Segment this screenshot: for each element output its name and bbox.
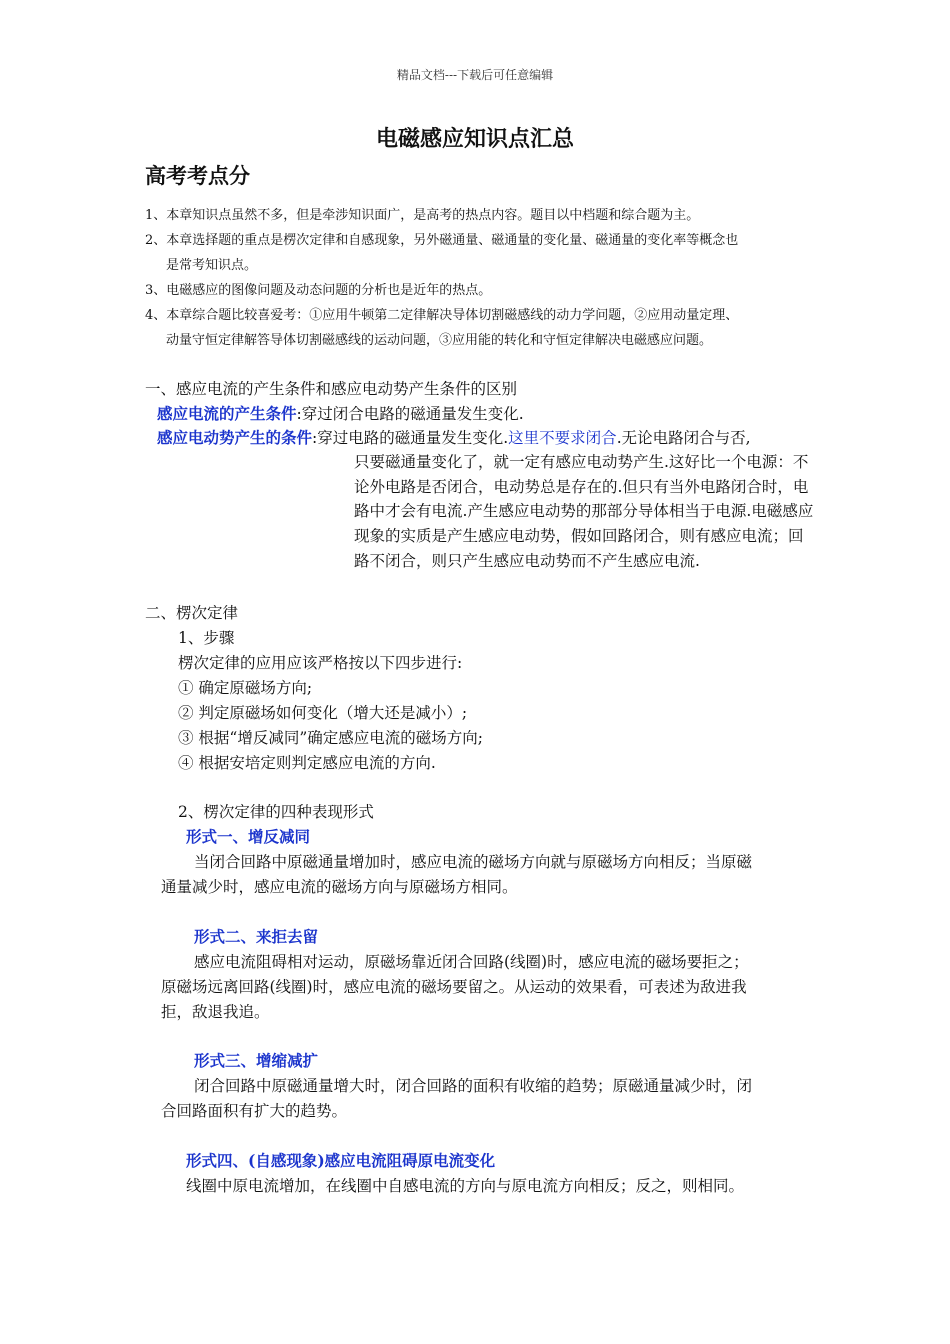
steps-title: 1、步骤 bbox=[178, 629, 235, 647]
part1-heading: 一、感应电流的产生条件和感应电动势产生条件的区别 bbox=[145, 380, 518, 398]
kaodian-item: 4、本章综合题比较喜爱考：①应用牛顿第二定律解决导体切割磁感线的动力学问题，②应用动量定理、 bbox=[145, 308, 739, 323]
form-label: 形式三、增缩减扩 bbox=[194, 1051, 319, 1070]
form-label: 形式二、来拒去留 bbox=[194, 927, 319, 946]
form-text: 感应电流阻碍相对运动，原磁场靠近闭合回路(线圈)时，感应电流的磁场要拒之； bbox=[194, 953, 749, 971]
form-text: 合回路面积有扩大的趋势。 bbox=[161, 1102, 348, 1120]
kaodian-item: 2、本章选择题的重点是楞次定律和自感现象，另外磁通量、磁通量的变化量、磁通量的变化率等概念也 bbox=[145, 233, 739, 248]
kaodian-item: 动量守恒定律解答导体切割磁感线的运动问题，③应用能的转化和守恒定律解决电磁感应问题。 bbox=[166, 333, 713, 348]
kaodian-item: 1、本章知识点虽然不多，但是牵涉知识面广，是高考的热点内容。题目以中档题和综合题为主。 bbox=[145, 208, 700, 223]
emf-explanation: 只要磁通量变化了，就一定有感应电动势产生.这好比一个电源：不论外电路是否闭合，电动势总是存在的.但只有当外电路闭合时，电路中才会有电流.产生感应电动势的那部分导体相当于电源.电磁感应现象的实质是产生感应电动势，假如回路闭合，则有感应电流；回路不闭合，则只产生感应电动势而不产生感应电流. bbox=[354, 453, 814, 570]
form-text: 闭合回路中原磁通量增大时，闭合回路的面积有收缩的趋势；原磁通量减少时，闭 bbox=[194, 1077, 753, 1095]
forms-title: 2、楞次定律的四种表现形式 bbox=[178, 803, 374, 821]
current-condition-label: 感应电流的产生条件 bbox=[157, 404, 297, 423]
kaodian-item: 3、电磁感应的图像问题及动态问题的分析也是近年的热点。 bbox=[145, 283, 492, 298]
form-label: 形式一、增反减同 bbox=[186, 827, 311, 846]
steps-intro: 楞次定律的应用应该严格按以下四步进行: bbox=[178, 654, 463, 672]
part2-heading: 二、楞次定律 bbox=[145, 604, 239, 622]
emf-condition-label: 感应电动势产生的条件 bbox=[157, 428, 313, 447]
page-header: 精品文档---下载后可任意编辑 bbox=[396, 68, 554, 82]
current-condition-text: :穿过闭合电路的磁通量发生变化. bbox=[296, 405, 524, 423]
form-label: 形式四、(自感现象)感应电流阻碍原电流变化 bbox=[186, 1151, 496, 1170]
form-text: 通量减少时，感应电流的磁场方向与原磁场方相同。 bbox=[161, 878, 518, 896]
emf-condition-text: :穿过电路的磁通量发生变化. bbox=[312, 429, 509, 447]
form-text: 线圈中原电流增加，在线圈中自感电流的方向与原电流方向相反；反之，则相同。 bbox=[186, 1177, 745, 1195]
section-heading: 高考考点分 bbox=[145, 163, 250, 188]
kaodian-item: 是常考知识点。 bbox=[166, 258, 258, 273]
form-text: 拒，敌退我追。 bbox=[161, 1003, 270, 1021]
emf-condition-text-2: .无论电路闭合与否, bbox=[616, 429, 751, 447]
form-text: 当闭合回路中原磁通量增加时，感应电流的磁场方向就与原磁场方向相反；当原磁 bbox=[194, 853, 753, 871]
step-item: ① 确定原磁场方向; bbox=[178, 679, 313, 697]
current-condition bbox=[157, 402, 524, 424]
emf-highlight: 这里不要求闭合 bbox=[508, 429, 617, 447]
step-item: ② 判定原磁场如何变化（增大还是减小）; bbox=[178, 704, 468, 722]
step-item: ④ 根据安培定则判定感应电流的方向. bbox=[178, 754, 436, 772]
emf-condition bbox=[157, 426, 751, 448]
step-item: ③ 根据“增反减同”确定感应电流的磁场方向; bbox=[178, 729, 483, 747]
document-title: 电磁感应知识点汇总 bbox=[375, 126, 574, 152]
form-text: 原磁场远离回路(线圈)时，感应电流的磁场要留之。从运动的效果看，可表述为敌进我 bbox=[161, 978, 747, 996]
